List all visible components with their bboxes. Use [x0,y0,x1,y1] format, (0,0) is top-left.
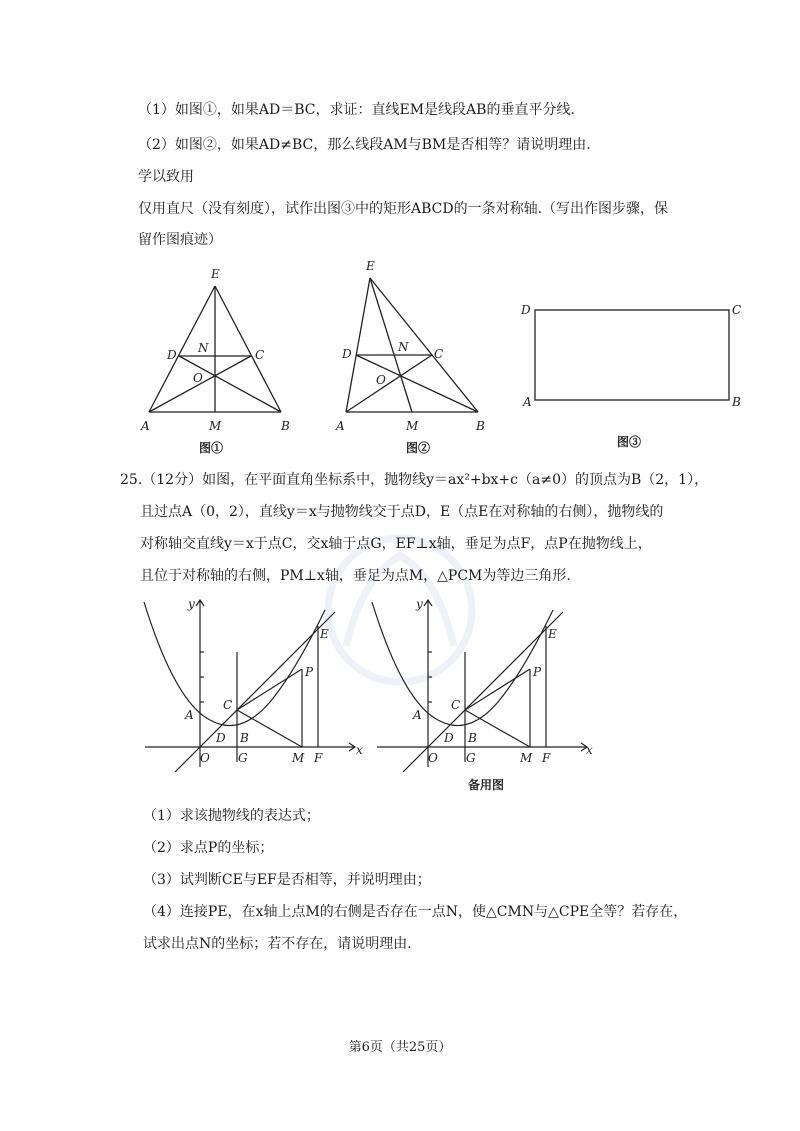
fig3-label-D: D [521,303,531,317]
question-part-1: （1）如图①，如果AD＝BC，求证：直线EM是线段AB的垂直平分线. [138,102,575,118]
graph2-label-O: O [428,751,438,765]
graph2-label-C: C [451,698,461,712]
fig2-caption: 图② [406,441,431,455]
question-25-line-2: 且过点A（0，2），直线y＝x与抛物线交于点D，E（点E在对称轴的右侧），抛物线的 [140,504,664,520]
construction-task-line-1: 仅用直尺（没有刻度），试作出图③中的矩形ABCD的一条对称轴.（写出作图步骤，保 [138,201,669,217]
fig2-label-M: M [406,419,419,433]
graph1-label-E: E [320,627,329,641]
subquestion-3: （3）试判断CE与EF是否相等，并说明理由； [143,872,431,888]
graph1-label-P: P [305,665,314,679]
fig2-label-C: C [434,347,444,361]
graph1-label-D: D [216,731,226,745]
graph2-label-M: M [520,751,533,765]
figure-3-rectangle [515,296,750,456]
question-25-line-1: 25.（12分）如图，在平面直角坐标系中，抛物线y＝ax²+bx+c（a≠0）的顶点为B（2，1）， [120,472,709,488]
section-heading-apply: 学以致用 [138,169,194,185]
question-25-line-4: 且位于对称轴的右侧，PM⊥x轴，垂足为点M，△PCM为等边三角形. [140,568,571,584]
graph1-label-O: O [200,751,210,765]
graph2-label-y: y [416,597,423,611]
fig1-label-E: E [211,267,220,281]
fig3-label-C: C [732,303,742,317]
subquestion-1: （1）求该抛物线的表达式； [143,808,320,824]
graph1-label-B: B [240,731,249,745]
subquestion-2: （2）求点P的坐标； [143,840,274,856]
graph1-label-y: y [188,597,195,611]
coordinate-graph-1 [130,592,365,772]
fig3-label-B: B [732,395,741,409]
graph1-label-F: F [314,751,323,765]
fig2-label-D: D [342,347,352,361]
graph2-label-D: D [444,731,454,745]
graph1-label-A: A [185,708,194,722]
fig1-label-M: M [209,419,222,433]
graph1-label-G: G [238,751,248,765]
graph2-label-F: F [542,751,551,765]
question-25-line-3: 对称轴交直线y＝x于点C，交x轴于点G，EF⊥x轴，垂足为点F，点P在抛物线上， [140,536,652,552]
graph2-label-G: G [466,751,476,765]
fig3-label-A: A [523,395,532,409]
figure-2-triangle [332,254,497,464]
fig2-label-N: N [398,340,409,354]
graph2-label-x: x [586,743,593,757]
page-footer: 第6页（共25页） [348,1040,452,1055]
fig2-label-O: O [376,373,386,387]
subquestion-4: （4）连接PE，在x轴上点M的右侧是否存在一点N，使△CMN与△CPE全等？若存在， [143,904,688,920]
fig2-label-A: A [336,419,345,433]
fig1-label-O: O [193,371,203,385]
fig2-label-B: B [476,419,485,433]
fig2-label-E: E [366,259,375,273]
graph2-label-B: B [468,731,477,745]
graph1-label-M: M [292,751,305,765]
fig1-label-C: C [255,348,265,362]
coordinate-graph-2-spare [362,592,597,797]
graph2-label-A: A [413,708,422,722]
graph2-label-P: P [533,665,542,679]
fig1-label-N: N [198,341,209,355]
subquestion-4-continued: 试求出点N的坐标；若不存在，请说明理由. [143,936,412,952]
construction-task-line-2: 留作图痕迹） [138,232,222,248]
fig3-caption: 图③ [617,435,642,449]
graph1-label-C: C [223,698,233,712]
fig1-caption: 图① [199,441,224,455]
graph2-label-E: E [548,627,557,641]
graph2-caption: 备用图 [468,778,505,792]
fig1-label-D: D [167,348,177,362]
figure-1-isosceles-triangle [135,262,300,462]
fig1-label-B: B [281,419,290,433]
question-part-2: （2）如图②，如果AD≠BC，那么线段AM与BM是否相等？请说明理由. [138,137,591,153]
graph1-label-x: x [356,743,363,757]
fig1-label-A: A [141,419,150,433]
